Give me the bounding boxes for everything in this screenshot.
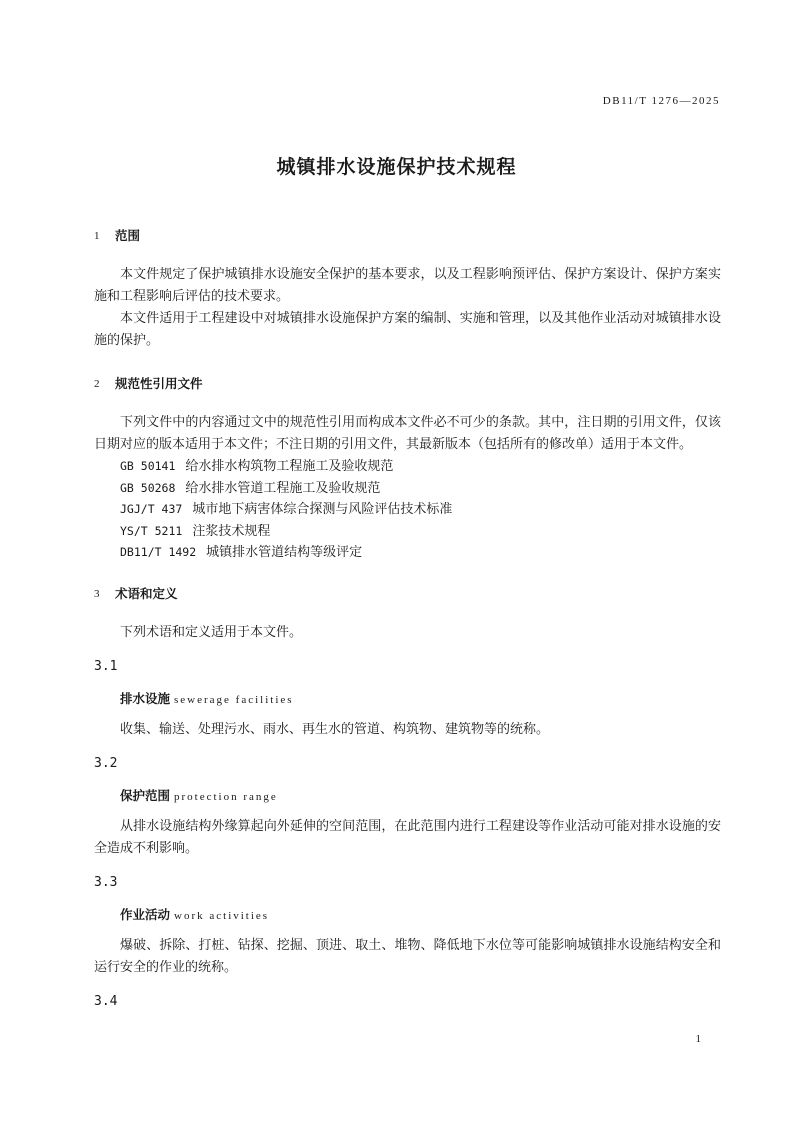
reference-item — [94, 499, 721, 521]
section-number: 1 — [94, 230, 100, 242]
page-title: 城镇排水设施保护技术规程 — [276, 156, 517, 178]
term-english: sewerage facilities — [174, 693, 294, 706]
term-definition: 爆破、拆除、打桩、钻探、挖掘、顶进、取土、堆物、降低地下水位等可能影响城镇排水设施结构安全和运行安全的作业的统称。 — [94, 937, 721, 975]
term-title — [94, 904, 721, 927]
reference-item — [94, 456, 721, 478]
reference-name: 城镇排水管道结构等级评定 — [206, 545, 363, 560]
term-title — [94, 688, 721, 711]
reference-item — [94, 542, 721, 564]
term-number: 3.3 — [94, 874, 118, 890]
paragraph: 下列文件中的内容通过文中的规范性引用而构成本文件必不可少的条款。其中，注日期的引用文件，仅该日期对应的版本适用于本文件；不注日期的引用文件，其最新版本（包括所有的修改单）适用于本文件。 — [94, 415, 721, 452]
section-number: 2 — [94, 378, 100, 390]
paragraph: 本文件适用于工程建设中对城镇排水设施保护方案的编制、实施和管理，以及其他作业活动对城镇排水设施的保护。 — [94, 311, 721, 348]
reference-code: GB 50141 — [120, 459, 176, 473]
section-heading-terms-and-definitions — [94, 584, 721, 604]
reference-name: 给水排水管道工程施工及验收规范 — [185, 480, 381, 496]
reference-name: 注浆技术规程 — [192, 523, 271, 539]
section-heading-normative-references — [94, 374, 721, 394]
reference-name: 给水排水构筑物工程施工及验收规范 — [185, 459, 394, 474]
reference-item — [94, 521, 721, 543]
reference-code: JGJ/T 437 — [120, 502, 183, 516]
paragraph: 本文件规定了保护城镇排水设施安全保护的基本要求，以及工程影响预评估、保护方案设计、保护方案实施和工程影响后评估的技术要求。 — [94, 267, 721, 304]
document-code: DB11/T 1276—2025 — [602, 95, 720, 107]
term-english: protection range — [174, 790, 278, 803]
term-title — [94, 785, 721, 808]
term-number: 3.2 — [94, 755, 118, 771]
term-definition: 收集、输送、处理污水、雨水、再生水的管道、构筑物、建筑物等的统称。 — [120, 721, 550, 737]
reference-name: 城市地下病害体综合探测与风险评估技术标准 — [192, 502, 453, 517]
section-title: 范围 — [115, 228, 141, 243]
term-number: 3.1 — [94, 658, 118, 674]
section-heading-scope — [94, 226, 721, 246]
reference-code: YS/T 5211 — [120, 523, 183, 538]
term-chinese: 作业活动 — [120, 906, 171, 922]
reference-code: GB 50268 — [120, 480, 176, 495]
page-number: 1 — [695, 1033, 701, 1045]
term-chinese: 排水设施 — [120, 690, 171, 706]
paragraph: 下列术语和定义适用于本文件。 — [120, 624, 303, 640]
section-number: 3 — [94, 587, 100, 600]
section-title: 规范性引用文件 — [115, 376, 203, 391]
term-number: 3.4 — [94, 993, 118, 1009]
document-body — [94, 226, 721, 1013]
reference-code: DB11/T 1492 — [120, 545, 197, 559]
term-chinese: 保护范围 — [120, 787, 171, 803]
term-definition: 从排水设施结构外缘算起向外延伸的空间范围，在此范围内进行工程建设等作业活动可能对排水设施的安全造成不利影响。 — [94, 818, 721, 856]
section-title: 术语和定义 — [115, 585, 178, 601]
reference-item — [94, 478, 721, 500]
term-english: work activities — [174, 909, 270, 922]
